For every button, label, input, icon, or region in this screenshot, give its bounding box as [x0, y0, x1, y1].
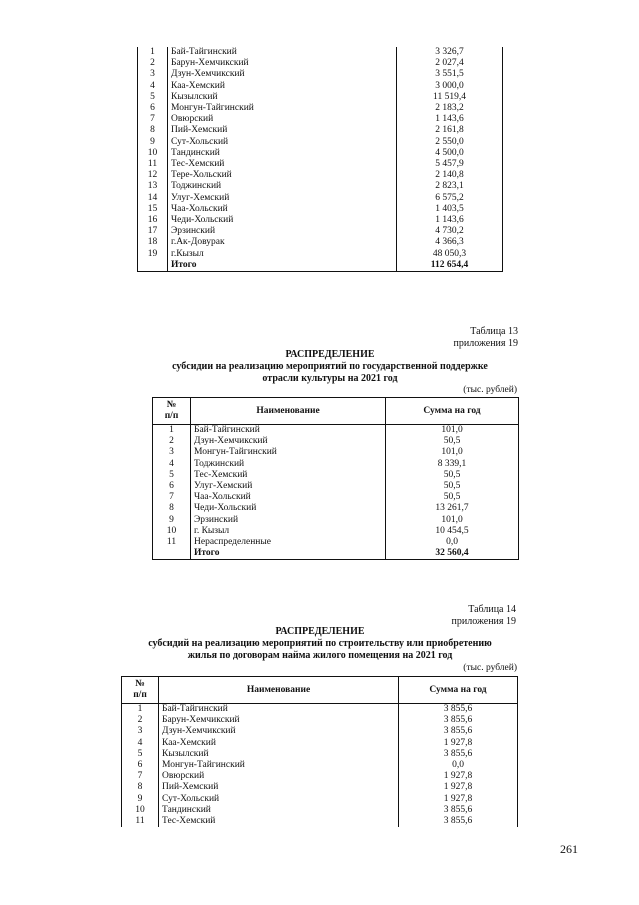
- row-number: 11: [138, 159, 168, 170]
- row-number: 8: [138, 125, 168, 136]
- total-number-cell: [138, 260, 168, 272]
- table13-title-block: [120, 349, 540, 385]
- row-sum: 13 261,7: [386, 503, 519, 514]
- table-row: [153, 459, 519, 470]
- row-name: Улуг-Хемский: [191, 481, 386, 492]
- table-row: [153, 436, 519, 447]
- table-row: [138, 249, 503, 260]
- row-sum: 1 927,8: [399, 782, 518, 793]
- row-number: 2: [138, 58, 168, 69]
- total-row: [138, 260, 503, 272]
- table13-units: (тыс. рублей): [463, 385, 517, 395]
- table14: [121, 676, 518, 827]
- row-sum: 50,5: [386, 470, 519, 481]
- total-sum: 32 560,4: [386, 548, 519, 560]
- row-sum: 8 339,1: [386, 459, 519, 470]
- row-number: 4: [138, 81, 168, 92]
- row-name: Овюрский: [168, 114, 397, 125]
- table-row: [138, 226, 503, 237]
- table13-header-sum: Сумма на год: [386, 398, 519, 425]
- row-sum: 1 143,6: [397, 215, 503, 226]
- row-number: 19: [138, 249, 168, 260]
- total-label: Итого: [168, 260, 397, 272]
- row-number: 3: [122, 726, 159, 737]
- row-number: 10: [153, 526, 191, 537]
- table14-header-sum: Сумма на год: [399, 677, 518, 704]
- table-row: [153, 447, 519, 458]
- table-row: [153, 515, 519, 526]
- row-name: Тес-Хемский: [168, 159, 397, 170]
- row-number: 4: [122, 738, 159, 749]
- row-number: 2: [122, 715, 159, 726]
- table-row: [138, 69, 503, 80]
- table-top-body: [138, 47, 503, 272]
- row-sum: 0,0: [399, 760, 518, 771]
- table-row: [138, 237, 503, 248]
- table-row: [138, 47, 503, 58]
- row-number: 6: [153, 481, 191, 492]
- table-row: [138, 125, 503, 136]
- row-number: 5: [153, 470, 191, 481]
- row-sum: 48 050,3: [397, 249, 503, 260]
- row-name: Нераспределенные: [191, 537, 386, 548]
- table-row: [122, 805, 518, 816]
- table14-header-name: Наименование: [159, 677, 399, 704]
- total-row: [153, 548, 519, 560]
- row-sum: 4 366,3: [397, 237, 503, 248]
- table-row: [138, 148, 503, 159]
- row-number: 1: [138, 47, 168, 58]
- table-row: [138, 215, 503, 226]
- row-sum: 4 730,2: [397, 226, 503, 237]
- row-sum: 1 927,8: [399, 738, 518, 749]
- row-number: 12: [138, 170, 168, 181]
- table-row: [153, 481, 519, 492]
- row-name: Чеди-Хольский: [168, 215, 397, 226]
- table14-header-row: [122, 677, 518, 704]
- row-name: Сут-Хольский: [168, 137, 397, 148]
- total-number-cell: [153, 548, 191, 560]
- row-sum: 50,5: [386, 492, 519, 503]
- table-row: [153, 503, 519, 514]
- table-row: [138, 81, 503, 92]
- row-number: 9: [153, 515, 191, 526]
- row-sum: 3 855,6: [399, 704, 518, 716]
- row-name: Чаа-Хольский: [168, 204, 397, 215]
- row-name: Кызылский: [168, 92, 397, 103]
- table13-body: [153, 425, 519, 560]
- row-name: Пий-Хемский: [168, 125, 397, 136]
- row-number: 9: [122, 794, 159, 805]
- table-row: [138, 193, 503, 204]
- table-row: [122, 738, 518, 749]
- row-name: Монгун-Тайгинский: [168, 103, 397, 114]
- row-number: 15: [138, 204, 168, 215]
- row-sum: 4 500,0: [397, 148, 503, 159]
- table-row: [153, 425, 519, 437]
- row-name: Бай-Тайгинский: [191, 425, 386, 437]
- row-name: г.Ак-Довурак: [168, 237, 397, 248]
- table-row: [122, 749, 518, 760]
- row-sum: 1 927,8: [399, 771, 518, 782]
- row-number: 16: [138, 215, 168, 226]
- row-sum: 3 855,6: [399, 715, 518, 726]
- row-name: Кызылский: [159, 749, 399, 760]
- row-number: 5: [138, 92, 168, 103]
- row-name: Тоджинский: [168, 181, 397, 192]
- table-row: [122, 760, 518, 771]
- row-name: Тес-Хемский: [191, 470, 386, 481]
- table13-header-name: Наименование: [191, 398, 386, 425]
- row-number: 9: [138, 137, 168, 148]
- table-row: [153, 537, 519, 548]
- row-name: Сут-Хольский: [159, 794, 399, 805]
- total-label: Итого: [191, 548, 386, 560]
- table14-title: РАСПРЕДЕЛЕНИЕ: [275, 626, 365, 637]
- table13-subtitle-line1: субсидии на реализацию мероприятий по государственной поддержке: [172, 361, 488, 372]
- row-number: 3: [138, 69, 168, 80]
- row-number: 7: [153, 492, 191, 503]
- table-row: [122, 715, 518, 726]
- table-row: [138, 181, 503, 192]
- row-number: 11: [122, 816, 159, 827]
- table14-subtitle-line1: субсидий на реализацию мероприятий по строительству или приобретению: [148, 638, 492, 649]
- row-number: 11: [153, 537, 191, 548]
- table13-caption-appendix: приложения 19: [453, 338, 518, 349]
- table13: [152, 397, 519, 560]
- total-sum: 112 654,4: [397, 260, 503, 272]
- row-sum: 6 575,2: [397, 193, 503, 204]
- row-name: г. Кызыл: [191, 526, 386, 537]
- table-row: [153, 470, 519, 481]
- table-row: [138, 114, 503, 125]
- table-row: [122, 704, 518, 716]
- row-sum: 5 457,9: [397, 159, 503, 170]
- table14-units: (тыс. рублей): [463, 663, 517, 673]
- row-name: Чеди-Хольский: [191, 503, 386, 514]
- row-sum: 0,0: [386, 537, 519, 548]
- row-name: Эрзинский: [191, 515, 386, 526]
- row-sum: 50,5: [386, 481, 519, 492]
- table-row: [122, 771, 518, 782]
- row-sum: 3 855,6: [399, 805, 518, 816]
- row-name: Чаа-Хольский: [191, 492, 386, 503]
- row-number: 7: [138, 114, 168, 125]
- row-name: Тандинский: [159, 805, 399, 816]
- table-row: [138, 58, 503, 69]
- table13-caption-number: Таблица 13: [470, 326, 518, 337]
- row-sum: 3 551,5: [397, 69, 503, 80]
- row-sum: 101,0: [386, 425, 519, 437]
- row-number: 1: [153, 425, 191, 437]
- row-sum: 101,0: [386, 447, 519, 458]
- row-sum: 2 140,8: [397, 170, 503, 181]
- row-number: 8: [122, 782, 159, 793]
- row-sum: 2 550,0: [397, 137, 503, 148]
- table14-caption-appendix: приложения 19: [451, 616, 516, 627]
- row-name: г.Кызыл: [168, 249, 397, 260]
- row-name: Дзун-Хемчикский: [159, 726, 399, 737]
- row-sum: 1 143,6: [397, 114, 503, 125]
- table-row: [153, 526, 519, 537]
- row-number: 5: [122, 749, 159, 760]
- row-name: Бай-Тайгинский: [168, 47, 397, 58]
- row-name: Тоджинский: [191, 459, 386, 470]
- table-top-continuation: [137, 47, 503, 272]
- table-row: [138, 204, 503, 215]
- row-name: Пий-Хемский: [159, 782, 399, 793]
- table-row: [122, 726, 518, 737]
- row-name: Монгун-Тайгинский: [159, 760, 399, 771]
- row-sum: 3 855,6: [399, 726, 518, 737]
- row-number: 2: [153, 436, 191, 447]
- row-number: 3: [153, 447, 191, 458]
- row-sum: 11 519,4: [397, 92, 503, 103]
- row-name: Монгун-Тайгинский: [191, 447, 386, 458]
- row-sum: 3 326,7: [397, 47, 503, 58]
- row-name: Улуг-Хемский: [168, 193, 397, 204]
- row-sum: 1 927,8: [399, 794, 518, 805]
- row-sum: 3 000,0: [397, 81, 503, 92]
- row-name: Каа-Хемский: [168, 81, 397, 92]
- table-row: [153, 492, 519, 503]
- row-name: Барун-Хемчикский: [159, 715, 399, 726]
- row-sum: 3 855,6: [399, 749, 518, 760]
- row-name: Тес-Хемский: [159, 816, 399, 827]
- table-row: [138, 159, 503, 170]
- row-number: 10: [122, 805, 159, 816]
- row-sum: 101,0: [386, 515, 519, 526]
- row-sum: 2 027,4: [397, 58, 503, 69]
- row-number: 6: [138, 103, 168, 114]
- row-sum: 10 454,5: [386, 526, 519, 537]
- table-row: [138, 170, 503, 181]
- row-name: Овюрский: [159, 771, 399, 782]
- row-number: 18: [138, 237, 168, 248]
- row-sum: 2 823,1: [397, 181, 503, 192]
- table-row: [122, 794, 518, 805]
- table14-caption: [380, 604, 516, 628]
- table13-header-row: [153, 398, 519, 425]
- table-row: [138, 137, 503, 148]
- page-number: 261: [560, 842, 578, 856]
- table-row: [138, 103, 503, 114]
- row-sum: 50,5: [386, 436, 519, 447]
- row-name: Дзун-Хемчикский: [191, 436, 386, 447]
- row-sum: 2 183,2: [397, 103, 503, 114]
- row-name: Тере-Хольский: [168, 170, 397, 181]
- table14-header-number: № п/п: [122, 677, 159, 704]
- row-number: 6: [122, 760, 159, 771]
- table-row: [122, 782, 518, 793]
- row-name: Дзун-Хемчикский: [168, 69, 397, 80]
- row-name: Тандинский: [168, 148, 397, 159]
- row-number: 10: [138, 148, 168, 159]
- table14-body: [122, 704, 518, 828]
- row-number: 7: [122, 771, 159, 782]
- row-number: 1: [122, 704, 159, 716]
- row-number: 13: [138, 181, 168, 192]
- row-name: Эрзинский: [168, 226, 397, 237]
- table14-subtitle-line2: жилья по договорам найма жилого помещения на 2021 год: [187, 650, 453, 661]
- row-number: 4: [153, 459, 191, 470]
- row-name: Бай-Тайгинский: [159, 704, 399, 716]
- row-number: 8: [153, 503, 191, 514]
- table13-title: РАСПРЕДЕЛЕНИЕ: [285, 349, 375, 360]
- row-sum: 1 403,5: [397, 204, 503, 215]
- table13-caption: [380, 326, 518, 350]
- row-number: 14: [138, 193, 168, 204]
- row-sum: 3 855,6: [399, 816, 518, 827]
- row-number: 17: [138, 226, 168, 237]
- row-name: Каа-Хемский: [159, 738, 399, 749]
- row-sum: 2 161,8: [397, 125, 503, 136]
- row-name: Барун-Хемчикский: [168, 58, 397, 69]
- table13-subtitle-line2: отрасли культуры на 2021 год: [262, 373, 398, 384]
- table14-title-block: [95, 626, 545, 662]
- table-row: [138, 92, 503, 103]
- table14-caption-number: Таблица 14: [468, 604, 516, 615]
- table-row: [122, 816, 518, 827]
- table13-header-number: № п/п: [153, 398, 191, 425]
